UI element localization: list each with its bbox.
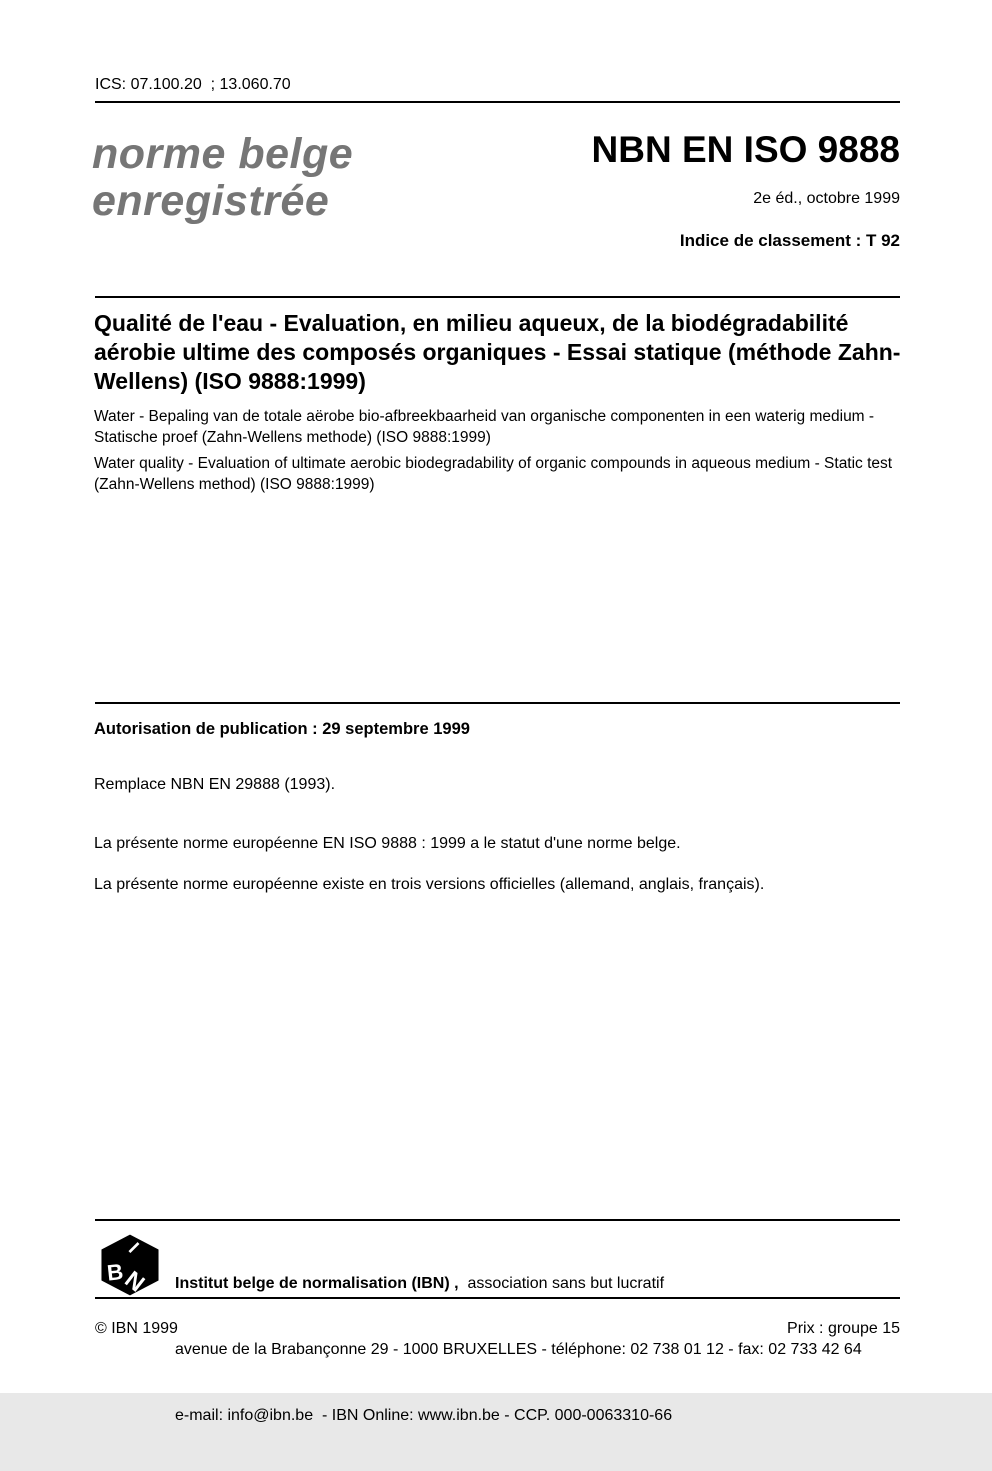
title-english: Water quality - Evaluation of ultimate aerobic biodegradability of organic compounds in aqueous medium - Static test (Zahn-Wellens method) (ISO 9888:1999) (94, 455, 893, 493)
replaces-note: Remplace NBN EN 29888 (1993). (94, 776, 336, 793)
title-dutch: Water - Bepaling van de totale aërobe bio-afbreekbaarheid van organische componenten in een waterig medium - Statische proef (Zahn-Wellens methode) (ISO 9888:1999) (94, 408, 875, 446)
status-note: La présente norme européenne EN ISO 9888 : 1999 a le statut d'une norme belge. (94, 835, 681, 852)
divider-title (95, 296, 900, 298)
logo-letter-i: I (124, 1238, 144, 1257)
price-group: Prix : groupe 15 (787, 1320, 900, 1337)
title-french: Qualité de l'eau - Evaluation, en milieu aqueux, de la biodégradabilité aérobie ultime des composés organiques - Essai statique (méthode Zahn-Wellens) (ISO 9888:1999) (94, 310, 901, 394)
edition-date: 2e éd., octobre 1999 (753, 190, 900, 207)
divider-top (95, 101, 900, 103)
copyright-notice: © IBN 1999 (95, 1320, 178, 1337)
publisher-name-line (175, 1273, 915, 1295)
divider-publisher-top (95, 1219, 900, 1221)
doc-type-line2: enregistrée (92, 177, 330, 225)
publisher-block (175, 1229, 915, 1471)
ics-code: ICS: 07.100.20 ; 13.060.70 (95, 76, 291, 93)
logo-letter-n: N (120, 1265, 150, 1297)
publisher-name: Institut belge de normalisation (IBN) , (175, 1275, 459, 1292)
doc-type-line1: norme belge (92, 130, 354, 178)
publication-authorization: Autorisation de publication : 29 septembre 1999 (94, 720, 470, 738)
logo-letter-b: B (105, 1259, 125, 1286)
publisher-name-suffix: association sans but lucratif (458, 1275, 665, 1292)
divider-middle (95, 702, 900, 704)
doc-type-title (92, 131, 353, 225)
publisher-contact: e-mail: info@ibn.be - IBN Online: www.ibn.be - CCP. 000-0063310-66 (175, 1407, 673, 1424)
publisher-address: avenue de la Brabançonne 29 - 1000 BRUXELLES - téléphone: 02 738 01 12 - fax: 02 733 42 64 (175, 1341, 862, 1358)
divider-publisher-bottom (95, 1297, 900, 1299)
classification-index: Indice de classement : T 92 (679, 231, 900, 250)
ibn-cube-logo-icon (98, 1234, 162, 1296)
versions-note: La présente norme européenne existe en trois versions officielles (allemand, anglais, français). (94, 876, 765, 893)
header-right-block (592, 131, 900, 251)
standard-number: NBN EN ISO 9888 (591, 129, 900, 170)
